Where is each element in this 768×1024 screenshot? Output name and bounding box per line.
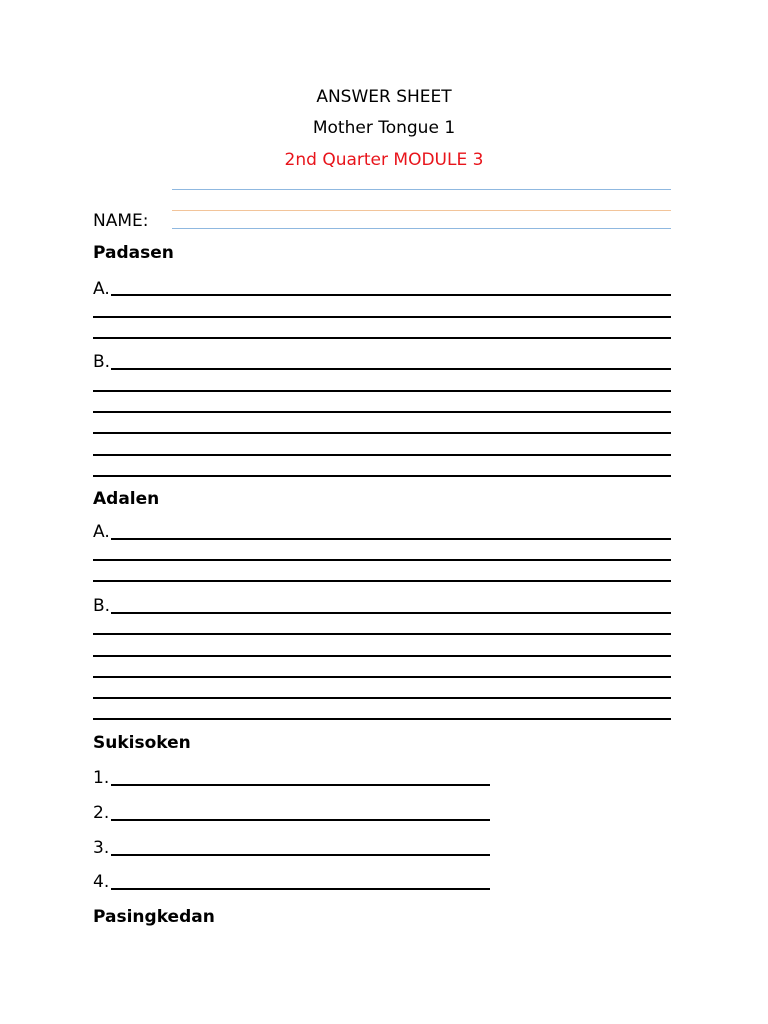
padasen-item-b-answer-line[interactable] xyxy=(93,432,671,434)
adalen-item-b-label: B. xyxy=(93,596,111,616)
sukisoken-item-3-label: 3. xyxy=(93,838,110,858)
adalen-item-b-answer-line[interactable] xyxy=(111,612,671,614)
adalen-item-b-answer-line[interactable] xyxy=(93,655,671,657)
sukisoken-item-4-label: 4. xyxy=(93,872,110,892)
subject-title: Mother Tongue 1 xyxy=(312,118,456,138)
adalen-item-b-answer-line[interactable] xyxy=(93,633,671,635)
padasen-item-b-label: B. xyxy=(93,352,111,372)
padasen-item-a-answer-line[interactable] xyxy=(93,337,671,339)
sukisoken-item-1-answer-line[interactable] xyxy=(111,784,490,786)
section-heading-adalen: Adalen xyxy=(93,489,160,509)
padasen-item-b-answer-line[interactable] xyxy=(93,390,671,392)
adalen-item-a-answer-line[interactable] xyxy=(93,559,671,561)
name-line-top xyxy=(172,189,671,190)
adalen-item-a-answer-line[interactable] xyxy=(111,538,671,540)
section-heading-pasingkedan: Pasingkedan xyxy=(93,907,215,927)
padasen-item-b-answer-line[interactable] xyxy=(93,411,671,413)
sukisoken-item-2-label: 2. xyxy=(93,803,110,823)
adalen-item-b-answer-line[interactable] xyxy=(93,718,671,720)
adalen-item-b-answer-line[interactable] xyxy=(93,676,671,678)
section-heading-sukisoken: Sukisoken xyxy=(93,733,191,753)
padasen-item-b-answer-line[interactable] xyxy=(93,475,671,477)
padasen-item-a-label: A. xyxy=(93,279,110,299)
adalen-item-b-answer-line[interactable] xyxy=(93,697,671,699)
name-line-middle xyxy=(172,210,671,211)
adalen-item-a-answer-line[interactable] xyxy=(93,580,671,582)
padasen-item-b-answer-line[interactable] xyxy=(111,368,671,370)
sukisoken-item-1-label: 1. xyxy=(93,768,110,788)
sukisoken-item-3-answer-line[interactable] xyxy=(111,854,490,856)
sukisoken-item-4-answer-line[interactable] xyxy=(111,888,490,890)
name-line-bottom xyxy=(172,228,671,229)
padasen-item-b-answer-line[interactable] xyxy=(93,454,671,456)
sukisoken-item-2-answer-line[interactable] xyxy=(111,819,490,821)
page-title: ANSWER SHEET xyxy=(316,87,452,107)
name-label: NAME: xyxy=(93,211,149,231)
adalen-item-a-label: A. xyxy=(93,522,110,542)
module-title: 2nd Quarter MODULE 3 xyxy=(284,150,484,170)
padasen-item-a-answer-line[interactable] xyxy=(111,294,671,296)
padasen-item-a-answer-line[interactable] xyxy=(93,316,671,318)
section-heading-padasen: Padasen xyxy=(93,243,174,263)
